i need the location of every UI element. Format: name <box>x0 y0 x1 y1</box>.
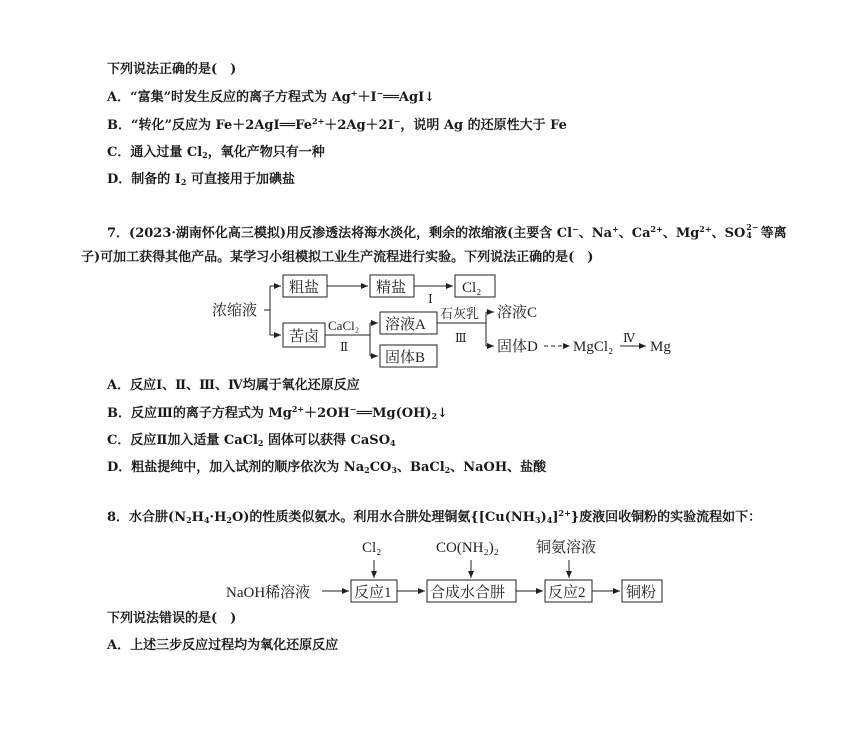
flow-solution-a: 溶液A <box>385 317 426 333</box>
flow-step1: Ⅰ <box>428 292 433 306</box>
flow-input-cl2: Cl₂ <box>362 540 382 556</box>
flow-input-copper-ammonia: 铜氨溶液 <box>536 540 597 556</box>
option-label: A． <box>107 90 131 105</box>
stem-text: ·H <box>209 510 227 525</box>
option-text: ＋2OH <box>304 406 350 421</box>
q8-flow-diagram <box>222 534 672 604</box>
q8-stem: 8．水合肼$(N_2H_4\cdot H_2O)$的性质类似氨水。利用水合肼处理铜氨$\{[Cu(NH_3)_4]^{2+}\}$废液回收铜粉的实验流程如下： <box>107 508 762 525</box>
flow-product: 铜粉 <box>626 585 657 601</box>
question-number: 7． <box>107 226 130 241</box>
option-text: 制备的 I <box>131 172 181 187</box>
flow-reaction1: 反应1 <box>354 585 392 601</box>
flow-step2: Ⅱ <box>340 340 349 354</box>
option-text: 反应Ⅲ的离子方程式为 Mg <box>131 406 292 421</box>
q7-stem-line2: 子)可加工获得其他产品。某学习小组模拟工业生产流程进行实验。下列说法正确的是( ) <box>81 250 594 265</box>
flow-start: 浓缩液 <box>212 303 258 319</box>
option-text: ↓ <box>437 406 449 421</box>
option-text: 固体可以获得 CaSO <box>263 433 391 448</box>
option-text: ＋I <box>357 90 377 105</box>
flow-solid-d: 固体D <box>497 339 538 355</box>
stem-text: 等离 <box>760 226 787 241</box>
option-text: 反应Ⅱ加入适量 CaCl <box>130 433 258 448</box>
stem-text: O)的性质类似氨水。利用水合肼处理铜氨{[Cu(NH <box>231 510 536 525</box>
option-text: 反应Ⅰ、Ⅱ、Ⅲ、Ⅳ均属于氧化还原反应 <box>130 378 360 393</box>
option-label: B． <box>107 406 131 421</box>
stem-text: ) <box>540 510 547 525</box>
flow-refined-salt: 精盐 <box>376 280 407 296</box>
option-text: ，氧化产物只有一种 <box>207 145 325 160</box>
option-text: 、NaOH、盐酸 <box>450 460 547 475</box>
q7-flow-diagram <box>210 272 680 370</box>
flow-cacl2: CaCl₂ <box>328 318 360 333</box>
option-label: C． <box>107 145 131 160</box>
stem-text: ] <box>552 510 559 525</box>
question-source: (2023·湖南怀化高三模拟) <box>129 226 287 241</box>
option-label: A． <box>107 378 131 393</box>
flow-step4: Ⅳ <box>623 331 635 345</box>
stem-text: 用反渗透法将海水淡化，剩余的浓缩液(主要含 Cl <box>286 226 573 241</box>
option-text: CO <box>369 460 392 475</box>
q6-option-a: A．“富集”时发生反应的离子方程式为 Ag+＋I−══AgI↓ <box>107 88 436 105</box>
option-text: 通入过量 Cl <box>130 145 203 160</box>
flow-bittern: 苦卤 <box>289 329 320 345</box>
option-text: 可直接用于加碘盐 <box>186 172 295 187</box>
option-text: “转化”反应为 Fe＋2AgI══Fe <box>131 118 313 133</box>
option-text: ══Mg(OH) <box>356 406 432 421</box>
flow-mgcl2: MgCl₂ <box>573 339 614 355</box>
stem-text: 、Mg <box>662 226 700 241</box>
flow-cl2: Cl₂ <box>462 280 482 296</box>
stem-text: 、Ca <box>618 226 651 241</box>
option-label: C． <box>107 433 131 448</box>
flow-solid-b: 固体B <box>385 350 426 366</box>
flow-mg: Mg <box>650 339 671 355</box>
q6-stem: 下列说法正确的是( ) <box>107 62 237 77</box>
option-text: ，说明 Ag 的还原性大于 Fe <box>400 118 567 133</box>
flow-reaction2: 反应2 <box>548 585 586 601</box>
stem-text: 、SO <box>711 226 746 241</box>
option-label: D． <box>107 172 132 187</box>
stem-text: H <box>191 510 204 525</box>
option-label: A． <box>107 638 131 653</box>
option-label: D． <box>107 460 132 475</box>
flow-synthesis: 合成水合肼 <box>430 585 506 601</box>
option-text: “富集”时发生反应的离子方程式为 Ag <box>130 90 351 105</box>
flow-start: NaOH稀溶液 <box>226 585 311 601</box>
stem-text: 、Na <box>578 226 613 241</box>
q7-option-b: B．反应Ⅲ的离子方程式为 $Mg^{2+}+2OH^-══Mg(OH)_2↓$ <box>107 404 449 421</box>
q8-option-a <box>107 638 338 654</box>
option-text: ＋2Ag＋2I <box>324 118 394 133</box>
option-text: 粗盐提纯中，加入试剂的顺序依次为 Na <box>131 460 365 475</box>
q6-option-d: D．制备的 $I_2$ 可直接用于加碘盐 <box>107 172 295 187</box>
option-label: B． <box>107 118 131 133</box>
option-text: 、BaCl <box>396 460 445 475</box>
flow-lime: 石灰乳 <box>440 306 480 321</box>
flow-input-urea: CO(NH₂)₂ <box>436 540 499 556</box>
option-text: 上述三步反应过程均为氧化还原反应 <box>130 638 339 653</box>
stem-text: 水合肼(N <box>129 510 187 525</box>
flow-step3: Ⅲ <box>455 331 467 345</box>
flow-solution-c: 溶液C <box>497 305 538 321</box>
flow-crude-salt: 粗盐 <box>289 280 320 296</box>
q8-question: 下列说法错误的是( ) <box>107 611 237 626</box>
q7-option-d: D．粗盐提纯中，加入试剂的顺序依次为 $Na_2CO_3$、BaCl$_2$、NaOH、盐酸 <box>107 460 547 475</box>
stem-text: }废液回收铜粉的实验流程如下： <box>570 510 762 525</box>
option-text: ══AgI↓ <box>383 90 436 105</box>
question-number: 8． <box>107 510 130 525</box>
q7-option-c: C．反应Ⅱ加入适量 CaCl$_2$ 固体可以获得 CaSO$_4$ <box>107 433 396 448</box>
q7-stem-line1: 7．(2023·湖南怀化高三模拟)用反渗透法将海水淡化，剩余的浓缩液(主要含 Cl−、Na+、$Ca^{2+}$、$Mg^{2+}$、SO 2− 4 等离 <box>107 222 787 241</box>
q6-option-b: B．“转化”反应为 $Fe+2AgI══Fe^{2+}+2Ag+2I^-$，说明 Ag 的还原性大于 Fe <box>107 116 567 133</box>
q6-option-c: C．通入过量 $Cl_2$，氧化产物只有一种 <box>107 145 325 160</box>
q7-option-a <box>107 378 360 394</box>
